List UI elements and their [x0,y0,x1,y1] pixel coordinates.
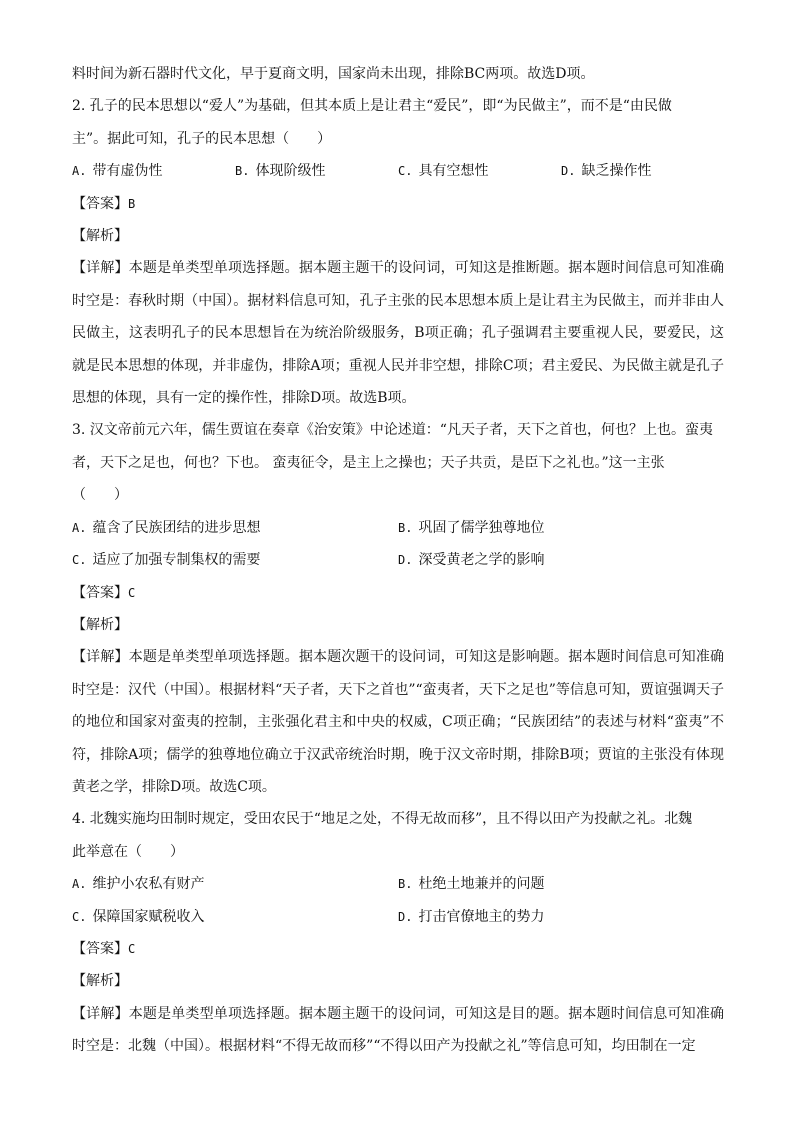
answer-label: 【答案】 [72,584,128,601]
option-d: D. 缺乏操作性 [561,163,652,180]
question-2-stem-line-2: 主”。据此可知，孔子的民本思想（ ） [72,130,332,147]
answer-label: 【答案】 [72,195,128,212]
option-c: C. 具有空想性 [398,163,489,180]
analysis-label: 【解析】 [72,973,128,990]
question-3-stem-line-1: 3. 汉文帝前元六年，儒生贾谊在奏章《治安策》中论述道：“凡天子者，天下之首也，何也？上也。蛮夷 [72,422,713,439]
answer-line [72,188,724,220]
option-a: A. 维护小农私有财产 [72,876,205,893]
detail-label: 【详解】 [72,649,129,666]
detail-paragraph [72,641,724,803]
answer-line [72,933,724,965]
question-3-options [72,512,724,577]
answer-line [72,577,724,609]
analysis-label: 【解析】 [72,616,128,633]
option-d: D. 深受黄老之学的影响 [398,552,545,569]
detail-paragraph [72,998,724,1063]
detail-label: 【详解】 [72,260,129,277]
question-3-stem-line-3: （ ） [72,487,128,504]
q1-explanation-tail: 料时间为新石器时代文化，早于夏商文明，国家尚未出现，排除BC两项。故选D项。 [72,66,595,82]
option-d: D. 打击官僚地主的势力 [398,908,545,925]
answer-label: 【答案】 [72,940,128,957]
detail-label: 【详解】 [72,1005,129,1022]
option-b: B. 体现阶级性 [235,163,326,180]
answer-value: C [128,941,136,956]
question-2 [72,90,724,414]
question-3-stem-line-2: 者，天下之足也，何也？下也。 蛮夷征令，是主上之操也；天子共贡，是臣下之礼也。”这一主张 [72,454,665,471]
question-4-stem-line-2: 此举意在（ ） [72,843,184,860]
option-b: B. 巩固了儒学独尊地位 [398,519,545,536]
option-b: B. 杜绝土地兼并的问题 [398,876,545,893]
answer-value: C [128,585,136,600]
document-page [72,58,724,1063]
option-a: A. 蕴含了民族团结的进步思想 [72,519,261,536]
option-c: C. 保障国家赋税收入 [72,908,205,925]
analysis-label: 【解析】 [72,228,128,245]
detail-paragraph [72,252,724,414]
question-2-stem-line-1: 2. 孔子的民本思想以“爱人”为基础，但其本质上是让君主“爱民”，即“为民做主”，而不是“由民做 [72,98,672,115]
option-a: A. 带有虚伪性 [72,163,163,180]
question-4-stem-line-1: 4. 北魏实施均田制时规定，受田农民于“地足之处，不得无故而移”，且不得以田产为投献之礼。北魏 [72,811,693,828]
detail-text: 本题是单类型单项选择题。据本题主题干的设问词，可知这是推断题。据本题时间信息可知准确时空是：春秋时期（中国）。据材料信息可知，孔子主张的民本思想本质上是让君主为民做主，而并非由人民做主，这表明孔子的民本思想旨在为统治阶级服务，B项正确；孔子强调君主要重视人民，要爱民，这就是民本思想的体现，并非虚伪，排除A项；重视人民并非空想，排除C项；君主爱民、为民做主就是孔子思想的体现，具有一定的操作性，排除D项。故选B项。 [72,260,725,407]
option-c: C. 适应了加强专制集权的需要 [72,552,261,569]
question-3 [72,414,724,803]
question-4-options [72,868,724,933]
question-2-options [72,155,724,187]
answer-value: B [128,196,136,211]
detail-text: 本题是单类型单项选择题。据本题次题干的设问词，可知这是影响题。据本题时间信息可知准确时空是：汉代（中国）。根据材料“天子者，天下之首也”“蛮夷者，天下之足也”等信息可知，贾谊强调天子的地位和国家对蛮夷的控制，主张强化君主和中央的权威，C项正确；“民族团结”的表述与材料“蛮夷”不符，排除A项；儒学的独尊地位确立于汉武帝统治时期，晚于汉文帝时期，排除B项；贾谊的主张没有体现黄老之学，排除D项。故选C项。 [72,649,725,795]
question-4 [72,803,724,1062]
detail-text: 本题是单类型单项选择题。据本题主题干的设问词，可知这是目的题。据本题时间信息可知准确时空是：北魏（中国）。根据材料“不得无故而移”“不得以田产为投献之礼”等信息可知，均田制在一定 [72,1005,725,1055]
